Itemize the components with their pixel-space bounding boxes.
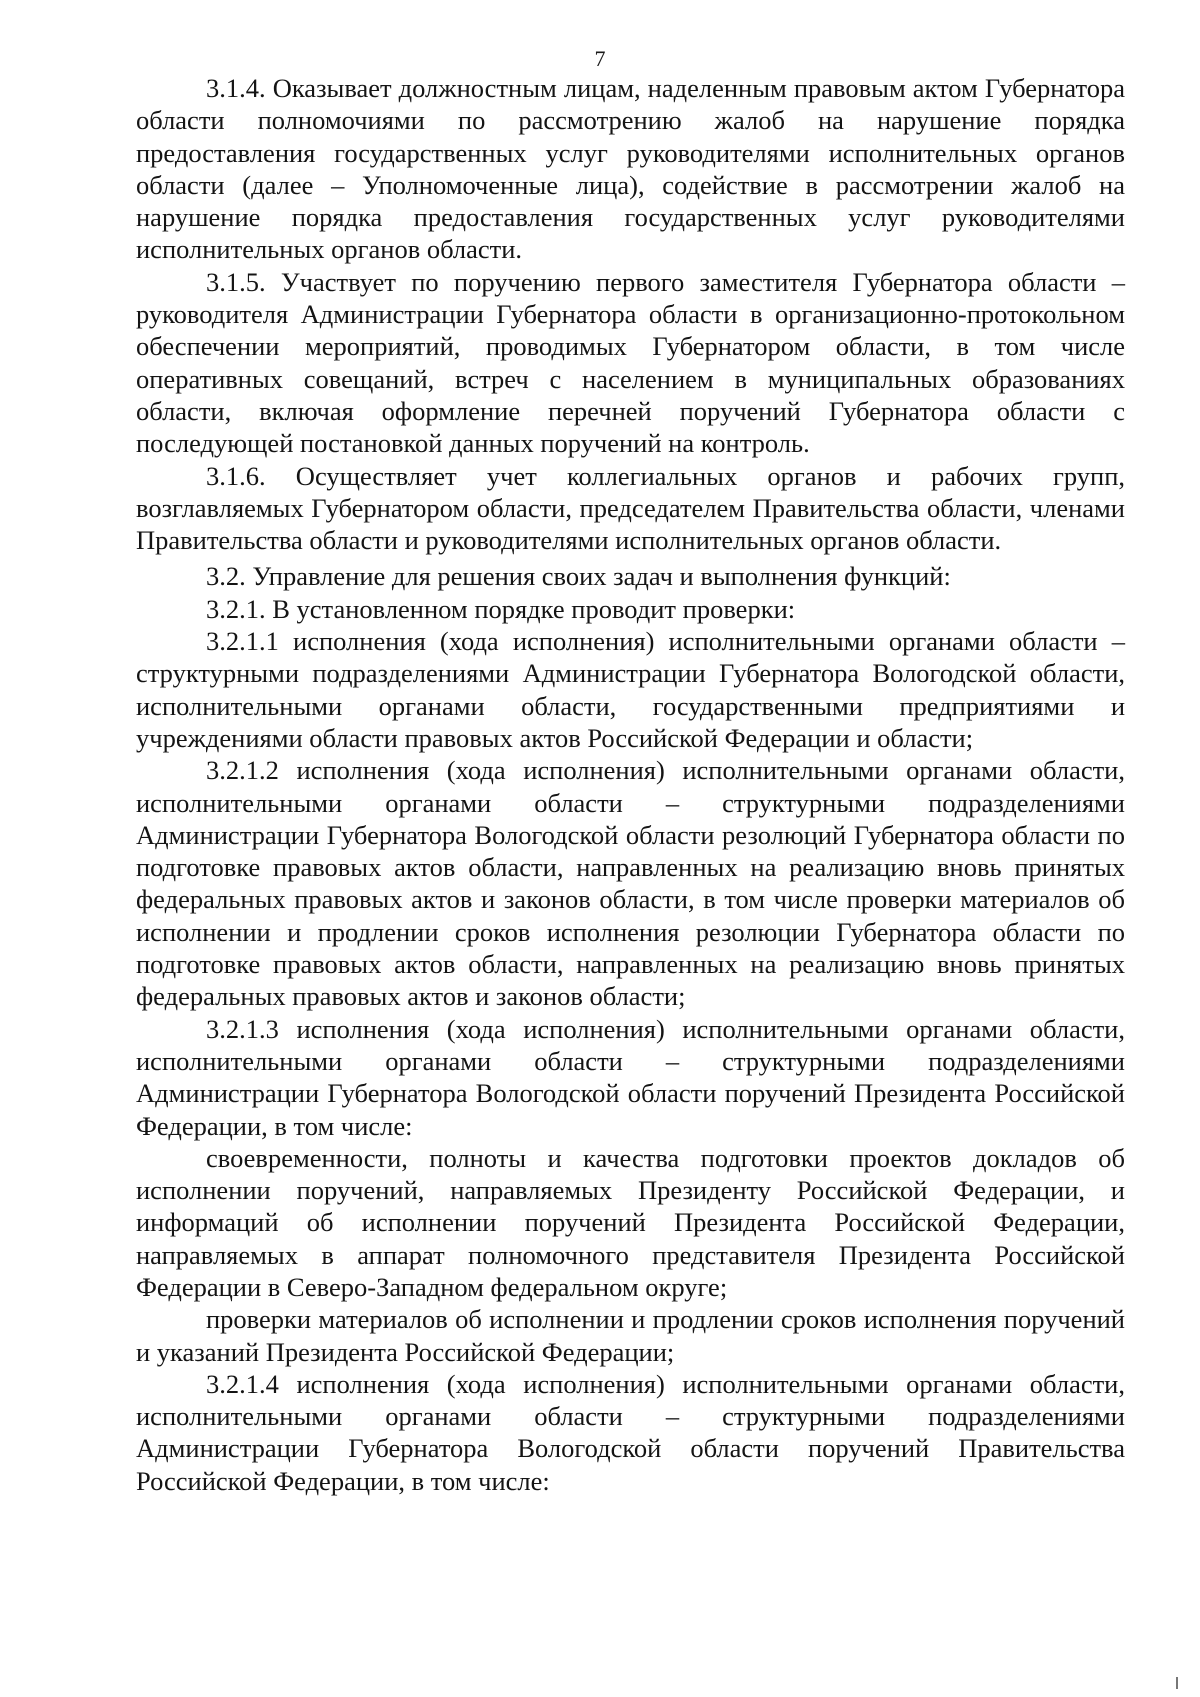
paragraph-3-2-1-4: 3.2.1.4 исполнения (хода исполнения) исполнительными органами области, исполнительными органами области – структурными подразделениями Администрации Губернатора Вологодской области поручений Правительства Российской Федерации, в том числе: xyxy=(136,1368,1125,1496)
paragraph-3-1-4: 3.1.4. Оказывает должностным лицам, наделенным правовым актом Губернатора области полномочиями по рассмотрению жалоб на нарушение порядка предоставления государственных услуг руководителями исполнительных органов области (далее – Уполномоченные лица), содействие в рассмотрении жалоб на нарушение порядка предоставления государственных услуг руководителями исполнительных органов области. xyxy=(136,73,1125,265)
paragraph-3-1-6: 3.1.6. Осуществляет учет коллегиальных органов и рабочих групп, возглавляемых Губернатором области, председателем Правительства области, членами Правительства области и руководителями исполнительных органов области. xyxy=(136,460,1125,556)
paragraph-3-2-1-2: 3.2.1.2 исполнения (хода исполнения) исполнительными органами области, исполнительными органами области – структурными подразделениями Администрации Губернатора Вологодской области резолюций Губернатора области по подготовке правовых актов области, направленных на реализацию вновь принятых федеральных правовых актов и законов области, в том числе проверки материалов об исполнении и продлении сроков исполнения резолюции Губернатора области по подготовке правовых актов области, направленных на реализацию вновь принятых федеральных правовых актов и законов области; xyxy=(136,755,1125,1012)
paragraph-3-2-1: 3.2.1. В установленном порядке проводит проверки: xyxy=(206,593,796,624)
paragraph-timeliness: своевременности, полноты и качества подготовки проектов докладов об исполнении поручений, направляемых Президенту Российской Федерации, и информаций об исполнении поручений Президента Российской Федерации, направляемых в аппарат полномочного представителя Президента Российской Федерации в Северо-Западном федеральном округе; xyxy=(136,1142,1125,1302)
paragraph-3-2-1-3: 3.2.1.3 исполнения (хода исполнения) исполнительными органами области, исполнительными органами области – структурными подразделениями Администрации Губернатора Вологодской области поручений Президента Российской Федерации, в том числе: xyxy=(136,1013,1125,1141)
paragraph-3-1-5: 3.1.5. Участвует по поручению первого заместителя Губернатора области – руководителя Администрации Губернатора области в организационно-протокольном обеспечении мероприятий, проводимых Губернатором области, в том числе оперативных совещаний, встреч с населением в муниципальных образованиях области, включая оформление перечней поручений Губернатора области с последующей постановкой данных поручений на контроль. xyxy=(136,266,1125,459)
paragraph-materials-check: проверки материалов об исполнении и продлении сроков исполнения поручений и указаний Президента Российской Федерации; xyxy=(136,1304,1125,1367)
scan-edge-mark xyxy=(1176,1677,1178,1689)
page-number: 7 xyxy=(594,46,606,71)
paragraph-3-2: 3.2. Управление для решения своих задач и выполнения функций: xyxy=(206,561,951,592)
paragraph-3-2-1-1: 3.2.1.1 исполнения (хода исполнения) исполнительными органами области – структурными подразделениями Администрации Губернатора Вологодской области, исполнительными органами области, государственными предприятиями и учреждениями области правовых актов Российской Федерации и области; xyxy=(136,626,1125,753)
document-body xyxy=(136,72,1125,1497)
